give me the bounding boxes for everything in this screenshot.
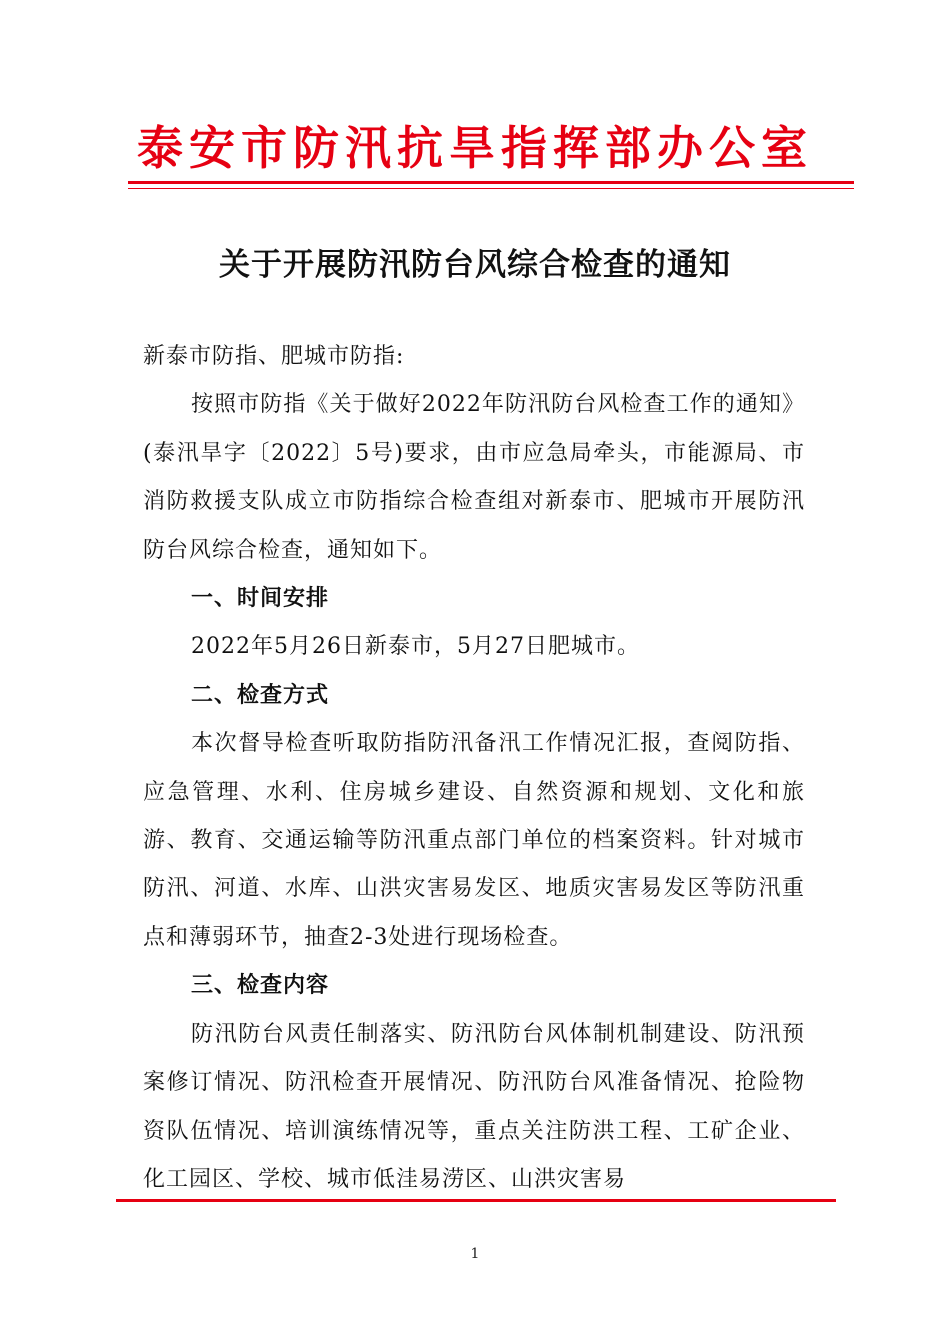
document-body xyxy=(143,333,805,1204)
masthead-rule-thin xyxy=(128,188,854,189)
section-body-method: 本次督导检查听取防指防汛备汛工作情况汇报，查阅防指、应急管理、水利、住房城乡建设、自然资源和规划、文化和旅游、教育、交通运输等防汛重点部门单位的档案资料。针对城市防汛、河道、水库、山洪灾害易发区、地质灾害易发区等防汛重点和薄弱环节，抽查2-3处进行现场检查。 xyxy=(143,731,805,950)
section-heading-content: 三、检查内容 xyxy=(191,973,330,999)
section-body-content: 防汛防台风责任制落实、防汛防台风体制机制建设、防汛预案修订情况、防汛检查开展情况、防汛防台风准备情况、抢险物资队伍情况、培训演练情况等，重点关注防洪工程、工矿企业、化工园区、学校、城市低洼易涝区、山洪灾害易 xyxy=(143,1021,805,1192)
section-heading-method: 二、检查方式 xyxy=(191,682,330,708)
document-title: 关于开展防汛防台风综合检查的通知 xyxy=(219,247,731,283)
issuer-masthead: 泰安市防汛抗旱指挥部办公室 xyxy=(137,121,813,175)
salutation: 新泰市防指、肥城市防指: xyxy=(143,344,405,369)
masthead-rule-thick xyxy=(128,181,854,184)
section-heading-schedule: 一、时间安排 xyxy=(191,586,330,612)
intro-paragraph: 按照市防指《关于做好2022年防汛防台风检查工作的通知》(泰汛旱字〔2022〕5号)要求，由市应急局牵头，市能源局、市消防救援支队成立市防指综合检查组对新泰市、肥城市开展防汛防台风综合检查，通知如下。 xyxy=(143,392,805,563)
footer-rule xyxy=(116,1199,836,1202)
page-number: 1 xyxy=(470,1246,480,1262)
section-body-schedule: 2022年5月26日新泰市，5月27日肥城市。 xyxy=(191,634,640,660)
